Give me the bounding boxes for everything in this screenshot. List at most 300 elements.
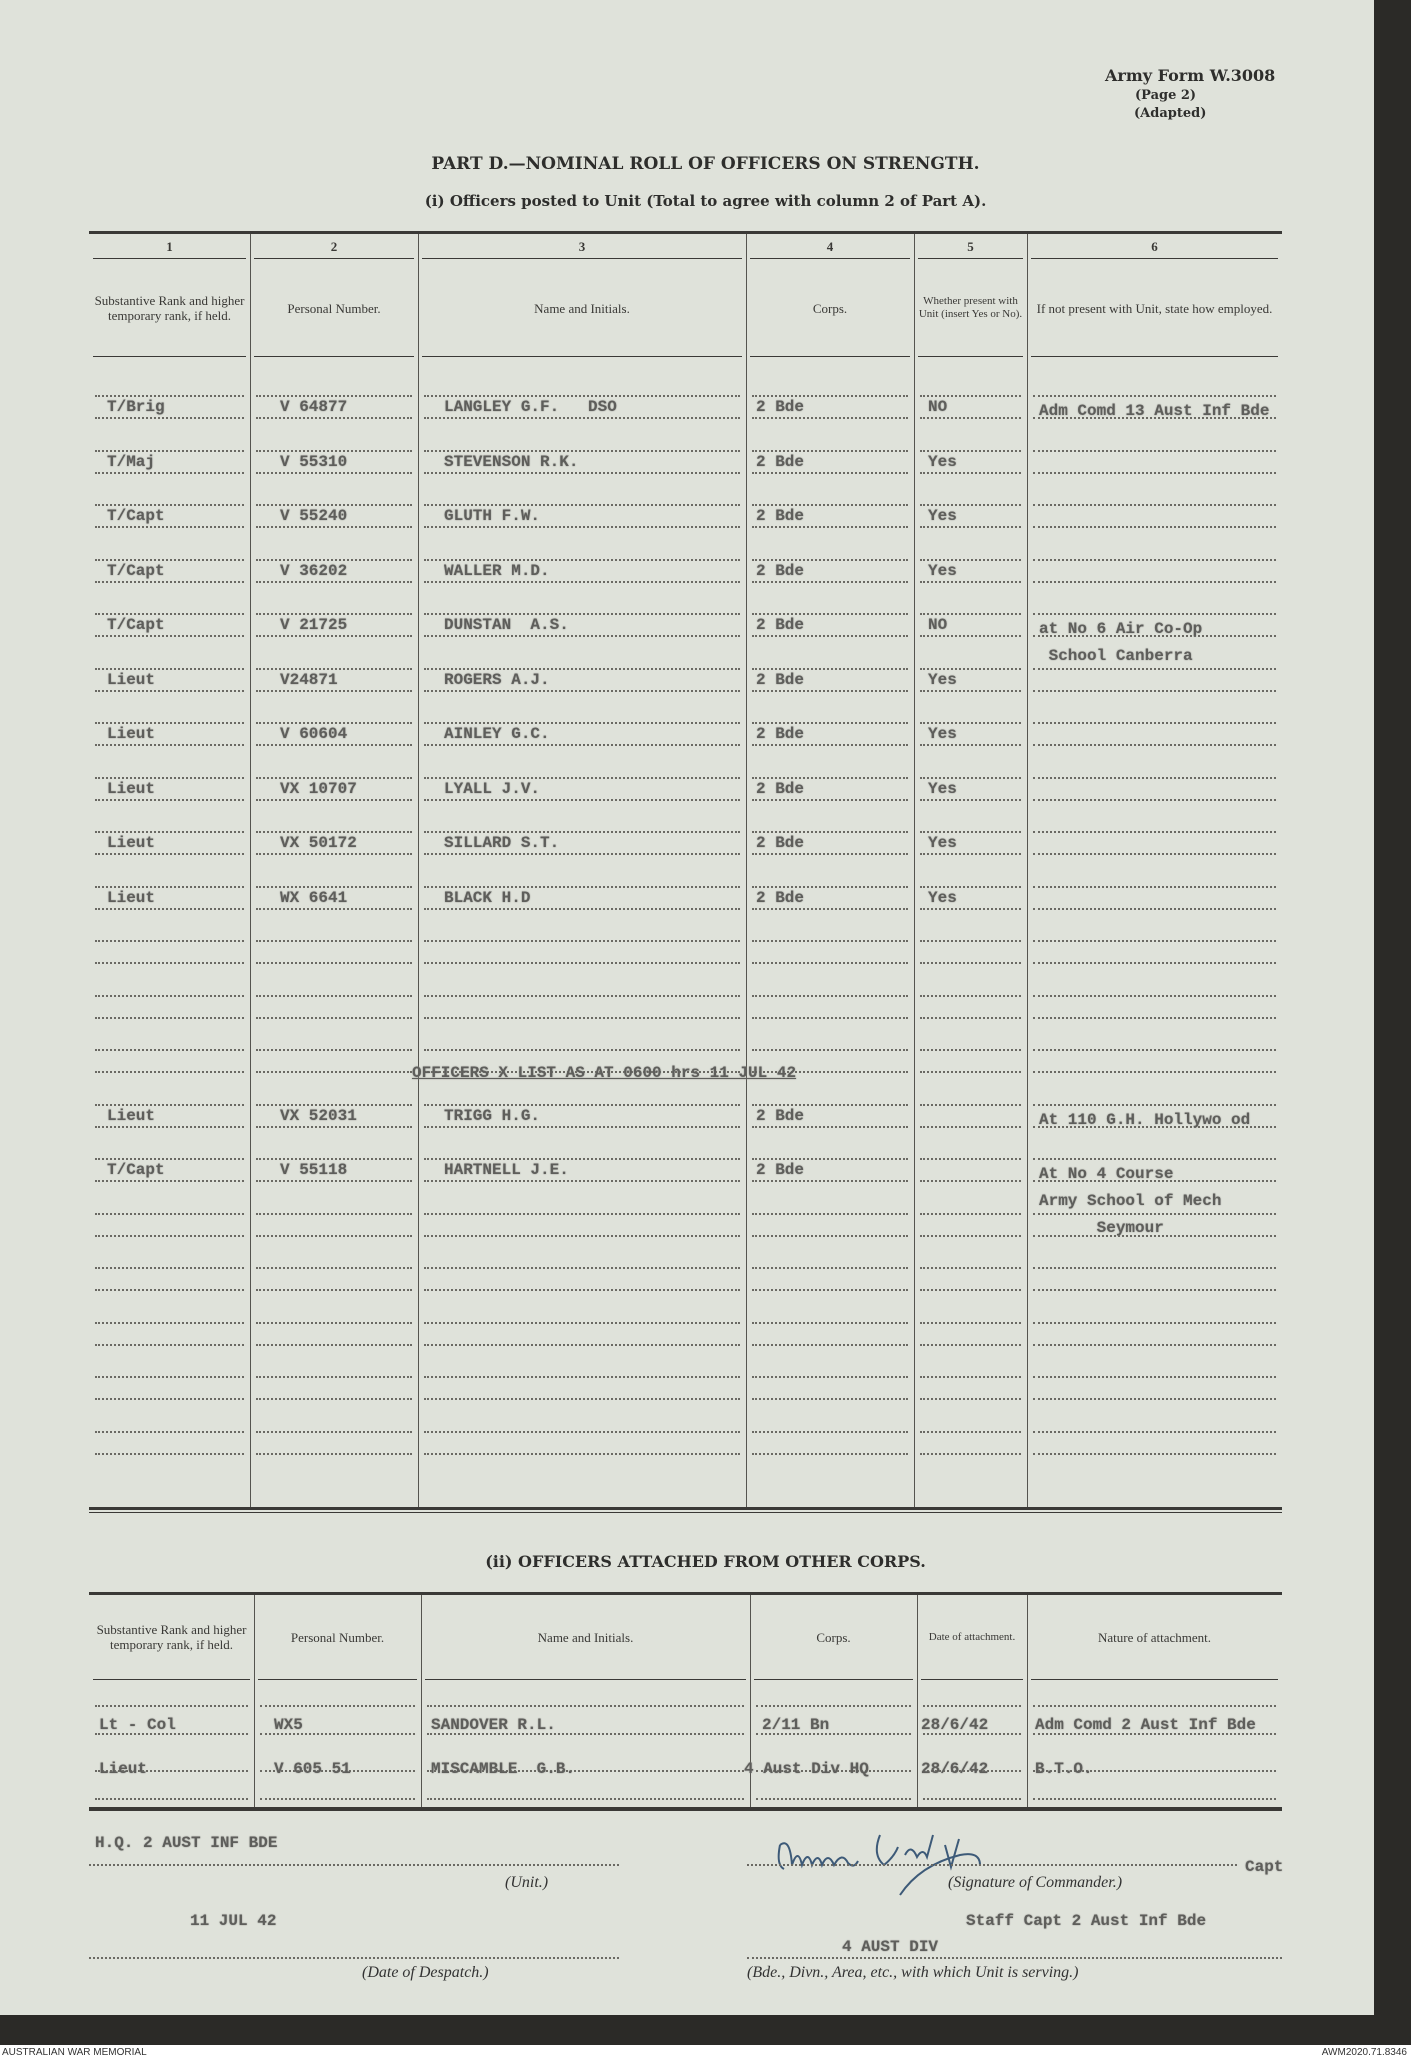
dotted-line bbox=[752, 450, 908, 452]
unit-value: H.Q. 2 AUST INF BDE bbox=[95, 1834, 278, 1852]
column-header: Whether present with Unit (insert Yes or No). bbox=[918, 295, 1023, 320]
dotted-line bbox=[920, 886, 1021, 888]
dotted-line bbox=[424, 908, 740, 910]
officer-row-number: V 60604 bbox=[280, 725, 348, 743]
dotted-line bbox=[1033, 526, 1276, 528]
archive-footer bbox=[0, 2045, 1411, 2061]
dotted-line bbox=[1033, 472, 1276, 474]
dotted-line bbox=[424, 744, 740, 746]
x-list-row-name: TRIGG H.G. bbox=[444, 1106, 541, 1125]
dotted-line bbox=[95, 1344, 244, 1346]
dotted-line bbox=[256, 995, 412, 997]
dotted-line bbox=[95, 962, 244, 964]
dotted-line bbox=[256, 1376, 412, 1378]
dotted-line bbox=[752, 1235, 908, 1237]
attached-row-corps: 2/11 Bn bbox=[762, 1716, 830, 1734]
dotted-line bbox=[752, 1049, 908, 1051]
dotted-line bbox=[424, 1235, 740, 1237]
dotted-line bbox=[1033, 559, 1276, 561]
dotted-line bbox=[752, 1376, 908, 1378]
dotted-line bbox=[756, 1705, 911, 1707]
dotted-line bbox=[923, 1798, 1021, 1800]
dotted-line bbox=[95, 1235, 244, 1237]
dotted-line bbox=[1033, 722, 1276, 724]
dotted-line bbox=[95, 1180, 244, 1182]
dotted-line bbox=[260, 1798, 415, 1800]
dotted-line bbox=[1033, 1376, 1276, 1378]
dotted-line bbox=[256, 1049, 412, 1051]
attached-row-name: SANDOVER R.L. bbox=[431, 1716, 556, 1734]
dotted-line bbox=[920, 526, 1021, 528]
dotted-line bbox=[95, 1267, 244, 1269]
dotted-line bbox=[920, 908, 1021, 910]
column-divider bbox=[418, 234, 419, 1507]
dotted-line bbox=[95, 1453, 244, 1455]
dotted-line bbox=[752, 1017, 908, 1019]
dotted-line bbox=[424, 1158, 740, 1160]
dotted-line bbox=[1033, 853, 1276, 855]
attached-row-corps: 4 Aust Div HQ bbox=[744, 1760, 869, 1778]
dotted-line bbox=[256, 962, 412, 964]
signature-label: (Signature of Commander.) bbox=[948, 1874, 1123, 1891]
dotted-line bbox=[920, 1126, 1021, 1128]
header-rule bbox=[1031, 1679, 1278, 1680]
column-header: Name and Initials. bbox=[534, 300, 630, 316]
officer-row-number: VX 50172 bbox=[280, 834, 357, 852]
dotted-line bbox=[752, 1267, 908, 1269]
officer-row-rank: Lieut bbox=[107, 670, 156, 689]
dotted-line bbox=[920, 1322, 1021, 1324]
dotted-line bbox=[1033, 581, 1276, 583]
dotted-line bbox=[1033, 886, 1276, 888]
officer-row-name: SILLARD S.T. bbox=[444, 834, 560, 852]
dotted-line bbox=[427, 1705, 744, 1707]
column-header: Substantive Rank and higher temporary rank, if held. bbox=[96, 1622, 247, 1652]
date-line bbox=[89, 1957, 619, 1959]
dotted-line bbox=[920, 450, 1021, 452]
dotted-line bbox=[424, 886, 740, 888]
header-rule bbox=[750, 356, 910, 357]
page-title: PART D.—NOMINAL ROLL OF OFFICERS ON STRENGTH. bbox=[431, 154, 980, 174]
dotted-line bbox=[752, 417, 908, 419]
officer-row-corps: 2 Bde bbox=[756, 398, 805, 416]
dotted-line bbox=[424, 1431, 740, 1433]
officer-row-number: V 55310 bbox=[280, 452, 348, 471]
dotted-line bbox=[424, 1213, 740, 1215]
column-number: 4 bbox=[826, 238, 834, 254]
dotted-line bbox=[256, 1235, 412, 1237]
dotted-line bbox=[1033, 1158, 1276, 1160]
despatch-date-label: (Date of Despatch.) bbox=[362, 1964, 489, 1981]
dotted-line bbox=[752, 635, 908, 637]
dotted-line bbox=[256, 886, 412, 888]
dotted-line bbox=[95, 744, 244, 746]
dotted-line bbox=[256, 668, 412, 670]
dotted-line bbox=[256, 1180, 412, 1182]
dotted-line bbox=[95, 995, 244, 997]
officer-row-present: Yes bbox=[928, 725, 957, 743]
dotted-line bbox=[260, 1705, 415, 1707]
dotted-line bbox=[95, 395, 244, 397]
x-list-row-number: VX 52031 bbox=[280, 1106, 357, 1125]
dotted-line bbox=[256, 417, 412, 419]
dotted-line bbox=[256, 1398, 412, 1400]
section2-title: (ii) OFFICERS ATTACHED FROM OTHER CORPS. bbox=[485, 1552, 926, 1571]
dotted-line bbox=[256, 635, 412, 637]
dotted-line bbox=[752, 1104, 908, 1106]
dotted-line bbox=[95, 1798, 248, 1800]
officer-row-present: Yes bbox=[928, 452, 957, 471]
dotted-line bbox=[95, 1213, 244, 1215]
dotted-line bbox=[752, 940, 908, 942]
dotted-line bbox=[95, 1376, 244, 1378]
dotted-line bbox=[752, 744, 908, 746]
dotted-line bbox=[1033, 1705, 1276, 1707]
x-list-row-rank: T/Capt bbox=[107, 1161, 165, 1179]
column-divider bbox=[1027, 1595, 1028, 1807]
dotted-line bbox=[752, 1322, 908, 1324]
header-rule bbox=[1031, 356, 1278, 357]
dotted-line bbox=[1033, 1798, 1276, 1800]
dotted-line bbox=[1033, 1431, 1276, 1433]
officer-row-name: LANGLEY G.F. DSO bbox=[444, 398, 617, 416]
dotted-line bbox=[1033, 1267, 1276, 1269]
officer-row-rank: T/Capt bbox=[107, 616, 165, 634]
officer-row-number: V24871 bbox=[280, 670, 338, 689]
column-number: 1 bbox=[166, 238, 173, 254]
dotted-line bbox=[920, 395, 1021, 397]
header-rule bbox=[93, 356, 246, 357]
dotted-line bbox=[920, 1071, 1021, 1073]
officer-row-corps: 2 Bde bbox=[756, 561, 805, 580]
officer-row-present: Yes bbox=[928, 834, 957, 852]
x-list-heading: OFFICERS X LIST AS AT 0600 hrs 11 JUL 42 bbox=[412, 1064, 797, 1082]
dotted-line bbox=[95, 450, 244, 452]
dotted-line bbox=[256, 450, 412, 452]
dotted-line bbox=[256, 395, 412, 397]
column-divider bbox=[746, 234, 747, 1507]
dotted-line bbox=[256, 831, 412, 833]
column-header: Name and Initials. bbox=[537, 1629, 634, 1645]
dotted-line bbox=[1033, 1104, 1276, 1106]
archive-name: AUSTRALIAN WAR MEMORIAL bbox=[2, 2047, 147, 2058]
officer-row-present: Yes bbox=[928, 507, 957, 525]
dotted-line bbox=[424, 450, 740, 452]
dotted-line bbox=[424, 940, 740, 942]
dotted-line bbox=[920, 1376, 1021, 1378]
dotted-line bbox=[752, 526, 908, 528]
column-header: Personal Number. bbox=[287, 300, 381, 316]
dotted-line bbox=[95, 690, 244, 692]
dotted-line bbox=[920, 1104, 1021, 1106]
dotted-line bbox=[424, 581, 740, 583]
dotted-line bbox=[752, 722, 908, 724]
dotted-line bbox=[920, 668, 1021, 670]
dotted-line bbox=[424, 526, 740, 528]
dotted-line bbox=[920, 777, 1021, 779]
dotted-line bbox=[920, 635, 1021, 637]
despatch-date-value: 11 JUL 42 bbox=[190, 1912, 277, 1930]
dotted-line bbox=[1033, 940, 1276, 942]
officer-row-name: AINLEY G.C. bbox=[444, 725, 550, 743]
officer-row-name: GLUTH F.W. bbox=[444, 507, 541, 525]
formation-label: (Bde., Divn., Area, etc., with which Unit is serving.) bbox=[747, 1964, 1079, 1981]
dotted-line bbox=[920, 962, 1021, 964]
officer-row-present: NO bbox=[928, 616, 948, 634]
dotted-line bbox=[1033, 799, 1276, 801]
dotted-line bbox=[424, 613, 740, 615]
dotted-line bbox=[424, 1267, 740, 1269]
officer-row-remark: at No 6 Air Co-Op School Canberra bbox=[1039, 620, 1203, 665]
dotted-line bbox=[95, 417, 244, 419]
dotted-line bbox=[752, 1431, 908, 1433]
dotted-line bbox=[920, 613, 1021, 615]
archive-id: AWM2020.71.8346 bbox=[1321, 2047, 1407, 2058]
dotted-line bbox=[95, 1431, 244, 1433]
dotted-line bbox=[424, 853, 740, 855]
dotted-line bbox=[424, 1049, 740, 1051]
column-divider bbox=[250, 234, 251, 1507]
dotted-line bbox=[920, 1235, 1021, 1237]
header-rule bbox=[93, 258, 246, 259]
dotted-line bbox=[95, 1071, 244, 1073]
x-list-row-remark: At 110 G.H. Hollywo od bbox=[1039, 1110, 1251, 1129]
dotted-line bbox=[752, 1213, 908, 1215]
signer-rank: Capt bbox=[1245, 1858, 1284, 1876]
officer-row-number: WX 6641 bbox=[280, 888, 348, 907]
dotted-line bbox=[752, 853, 908, 855]
column-number: 3 bbox=[578, 238, 586, 254]
dotted-line bbox=[752, 962, 908, 964]
dotted-line bbox=[920, 690, 1021, 692]
dotted-line bbox=[752, 668, 908, 670]
attached-row-rank: Lieut bbox=[99, 1760, 148, 1778]
dotted-line bbox=[95, 799, 244, 801]
attached-row-number: WX5 bbox=[274, 1716, 303, 1734]
dotted-line bbox=[424, 1104, 740, 1106]
dotted-line bbox=[95, 1126, 244, 1128]
dotted-line bbox=[752, 613, 908, 615]
officer-row-name: ROGERS A.J. bbox=[444, 670, 550, 689]
x-list-row-remark: At No 4 Course Army School of Mech Seymour bbox=[1039, 1165, 1222, 1237]
dotted-line bbox=[1033, 831, 1276, 833]
column-header: Corps. bbox=[812, 300, 848, 316]
officer-row-name: LYALL J.V. bbox=[444, 779, 541, 798]
officer-row-rank: T/Capt bbox=[107, 561, 165, 580]
dotted-line bbox=[752, 472, 908, 474]
dotted-line bbox=[95, 1289, 244, 1291]
dotted-line bbox=[95, 777, 244, 779]
attached-row-date: 28/6/42 bbox=[921, 1760, 989, 1778]
header-rule bbox=[422, 356, 742, 357]
dotted-line bbox=[752, 799, 908, 801]
dotted-line bbox=[256, 799, 412, 801]
dotted-line bbox=[424, 1376, 740, 1378]
header-rule bbox=[93, 1679, 250, 1680]
dotted-line bbox=[424, 962, 740, 964]
dotted-line bbox=[256, 504, 412, 506]
attached-row-name: MISCAMBLE G.B. bbox=[431, 1760, 576, 1778]
officer-row-rank: T/Maj bbox=[107, 452, 156, 471]
attached-row-nature: Adm Comd 2 Aust Inf Bde bbox=[1035, 1716, 1256, 1734]
dotted-line bbox=[256, 690, 412, 692]
dotted-line bbox=[920, 581, 1021, 583]
officer-row-name: WALLER M.D. bbox=[444, 561, 550, 580]
dotted-line bbox=[1033, 1071, 1276, 1073]
dotted-line bbox=[920, 417, 1021, 419]
officer-row-number: V 64877 bbox=[280, 398, 348, 416]
unit-label: (Unit.) bbox=[505, 1874, 549, 1891]
officer-row-rank: Lieut bbox=[107, 834, 156, 852]
dotted-line bbox=[256, 744, 412, 746]
officer-row-rank: Lieut bbox=[107, 888, 156, 907]
dotted-line bbox=[95, 1158, 244, 1160]
dotted-line bbox=[752, 995, 908, 997]
dotted-line bbox=[1033, 908, 1276, 910]
dotted-line bbox=[1033, 995, 1276, 997]
form-number: Army Form W.3008 bbox=[1105, 66, 1276, 85]
attached-row-number: V 605 51 bbox=[274, 1760, 351, 1778]
dotted-line bbox=[256, 613, 412, 615]
form-adapted: (Adapted) bbox=[1134, 106, 1207, 121]
dotted-line bbox=[256, 1126, 412, 1128]
dotted-line bbox=[424, 1017, 740, 1019]
dotted-line bbox=[256, 1017, 412, 1019]
dotted-line bbox=[1033, 395, 1276, 397]
dotted-line bbox=[920, 472, 1021, 474]
column-number: 6 bbox=[1151, 238, 1158, 254]
column-divider bbox=[421, 1595, 422, 1807]
x-list-row-corps: 2 Bde bbox=[756, 1161, 805, 1179]
header-rule bbox=[918, 258, 1023, 259]
dotted-line bbox=[1033, 1322, 1276, 1324]
x-list-row-number: V 55118 bbox=[280, 1161, 348, 1179]
dotted-line bbox=[424, 1180, 740, 1182]
dotted-line bbox=[920, 1180, 1021, 1182]
table-bottom-rule bbox=[89, 1507, 1282, 1510]
dotted-line bbox=[256, 1289, 412, 1291]
formation-line bbox=[747, 1957, 1282, 1959]
attached-row-nature: B.T.O. bbox=[1035, 1760, 1093, 1778]
officer-row-present: Yes bbox=[928, 670, 957, 689]
dotted-line bbox=[256, 1344, 412, 1346]
officer-row-present: Yes bbox=[928, 561, 957, 580]
dotted-line bbox=[95, 722, 244, 724]
column-number: 5 bbox=[967, 238, 974, 254]
dotted-line bbox=[256, 1453, 412, 1455]
dotted-line bbox=[920, 1431, 1021, 1433]
officer-row-number: VX 10707 bbox=[280, 779, 357, 798]
dotted-line bbox=[920, 504, 1021, 506]
officer-row-name: STEVENSON R.K. bbox=[444, 452, 579, 471]
dotted-line bbox=[256, 1071, 412, 1073]
dotted-line bbox=[95, 1705, 248, 1707]
dotted-line bbox=[424, 799, 740, 801]
officer-row-number: V 55240 bbox=[280, 507, 348, 525]
dotted-line bbox=[752, 777, 908, 779]
x-list-row-rank: Lieut bbox=[107, 1106, 156, 1125]
dotted-line bbox=[1033, 1289, 1276, 1291]
officer-row-corps: 2 Bde bbox=[756, 670, 805, 689]
officer-row-name: DUNSTAN A.S. bbox=[444, 616, 569, 634]
dotted-line bbox=[256, 1322, 412, 1324]
dotted-line bbox=[424, 635, 740, 637]
column-divider bbox=[917, 1595, 918, 1807]
officer-row-present: Yes bbox=[928, 779, 957, 798]
dotted-line bbox=[95, 1398, 244, 1400]
signature-line bbox=[747, 1864, 1237, 1866]
dotted-line bbox=[256, 722, 412, 724]
dotted-line bbox=[1033, 690, 1276, 692]
dotted-line bbox=[920, 940, 1021, 942]
dotted-line bbox=[920, 1289, 1021, 1291]
dotted-line bbox=[1033, 1049, 1276, 1051]
dotted-line bbox=[424, 668, 740, 670]
dotted-line bbox=[920, 722, 1021, 724]
dotted-line bbox=[256, 853, 412, 855]
header-rule bbox=[754, 1679, 913, 1680]
dotted-line bbox=[752, 1126, 908, 1128]
dotted-line bbox=[424, 831, 740, 833]
table-bottom-rule bbox=[89, 1807, 1282, 1811]
dotted-line bbox=[95, 1049, 244, 1051]
dotted-line bbox=[424, 777, 740, 779]
officer-row-present: NO bbox=[928, 398, 948, 416]
dotted-line bbox=[256, 526, 412, 528]
dotted-line bbox=[920, 1267, 1021, 1269]
dotted-line bbox=[752, 831, 908, 833]
officer-row-corps: 2 Bde bbox=[756, 452, 805, 471]
dotted-line bbox=[1033, 504, 1276, 506]
column-header: Date of attachment. bbox=[928, 1630, 1016, 1643]
dotted-line bbox=[95, 1322, 244, 1324]
dotted-line bbox=[256, 559, 412, 561]
header-rule bbox=[254, 258, 414, 259]
header-rule bbox=[921, 1679, 1023, 1680]
dotted-line bbox=[95, 581, 244, 583]
dotted-line bbox=[95, 559, 244, 561]
officer-row-corps: 2 Bde bbox=[756, 834, 805, 852]
column-divider bbox=[254, 1595, 255, 1807]
dotted-line bbox=[752, 1289, 908, 1291]
dotted-line bbox=[95, 940, 244, 942]
officer-row-rank: Lieut bbox=[107, 779, 156, 798]
dotted-line bbox=[756, 1798, 911, 1800]
column-header: Corps. bbox=[816, 1629, 851, 1645]
dotted-line bbox=[256, 1213, 412, 1215]
dotted-line bbox=[95, 1104, 244, 1106]
dotted-line bbox=[752, 504, 908, 506]
dotted-line bbox=[920, 1344, 1021, 1346]
dotted-line bbox=[752, 1398, 908, 1400]
dotted-line bbox=[920, 995, 1021, 997]
officer-row-name: BLACK H.D bbox=[444, 888, 531, 907]
dotted-line bbox=[424, 995, 740, 997]
column-divider bbox=[1027, 234, 1028, 1507]
dotted-line bbox=[95, 635, 244, 637]
dotted-line bbox=[424, 559, 740, 561]
dotted-line bbox=[95, 831, 244, 833]
column-divider bbox=[914, 234, 915, 1507]
dotted-line bbox=[752, 1453, 908, 1455]
officer-row-corps: 2 Bde bbox=[756, 616, 805, 634]
header-rule bbox=[425, 1679, 746, 1680]
officer-row-rank: Lieut bbox=[107, 725, 156, 743]
dotted-line bbox=[424, 1344, 740, 1346]
dotted-line bbox=[752, 559, 908, 561]
section1-subtitle: (i) Officers posted to Unit (Total to agree with column 2 of Part A). bbox=[424, 192, 987, 210]
officer-row-corps: 2 Bde bbox=[756, 507, 805, 525]
